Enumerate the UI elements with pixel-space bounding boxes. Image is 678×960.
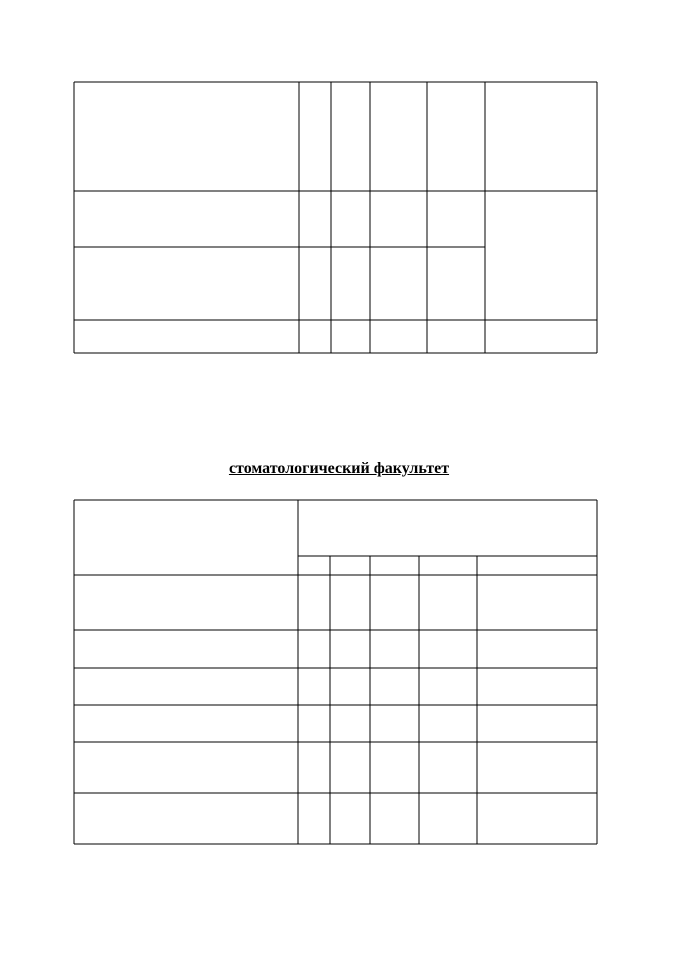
table-bottom xyxy=(74,500,597,844)
table-top xyxy=(74,82,597,353)
section-heading: стоматологический факультет xyxy=(228,460,450,477)
